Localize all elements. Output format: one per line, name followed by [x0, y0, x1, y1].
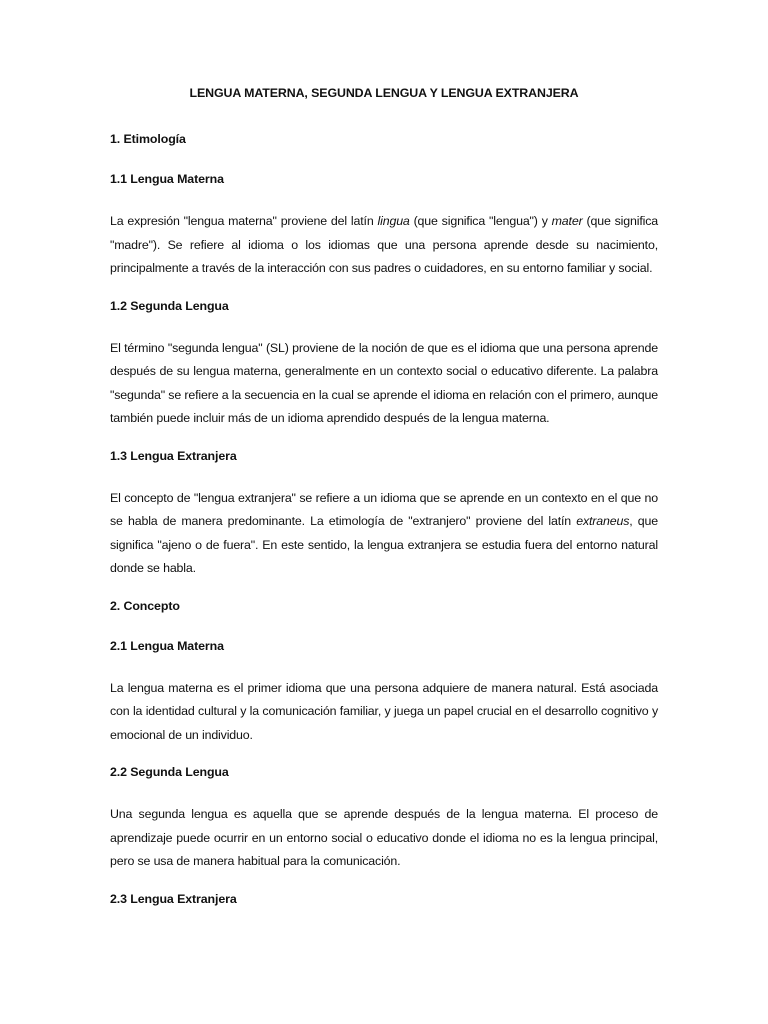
- subsection-heading-2-1: 2.1 Lengua Materna: [110, 638, 224, 653]
- section-heading-etimologia: 1. Etimología: [110, 132, 186, 146]
- paragraph-1-2: El término "segunda lengua" (SL) proviene de la noción de que es el idioma que una persona aprende después de su lengua materna, generalmente en un contexto social o educativo diferente. La palabra "segunda" se refiere a la secuencia en la cual se aprende el idioma en relación con el primero, aunque también puede incluir más de un idioma aprendido después de la lengua materna.: [110, 340, 658, 425]
- paragraph-1-3: [110, 487, 658, 581]
- section-heading-concepto: 2. Concepto: [110, 598, 180, 613]
- paragraph-2-2: Una segunda lengua es aquella que se aprende después de la lengua materna. El proceso de aprendizaje puede ocurrir en un entorno social o educativo donde el idioma no es la lengua principal, pero se usa de manera habitual para la comunicación.: [110, 807, 658, 868]
- paragraph-1-1: [110, 210, 658, 281]
- italic-term-lingua: lingua: [377, 214, 410, 228]
- subsection-heading-1-3: 1.3 Lengua Extranjera: [110, 448, 237, 463]
- text-run: La expresión "lengua materna" proviene del latín: [110, 214, 378, 228]
- paragraph-2-1: La lengua materna es el primer idioma que una persona adquiere de manera natural. Está asociada con la identidad cultural y la comunicación familiar, y juega un papel crucial en el desarrollo cognitivo y emocional de un individuo.: [110, 680, 658, 742]
- text-run: , que significa "ajeno o de fuera". En este sentido, la lengua extranjera se estudia fuera del entorno natural donde se habla.: [110, 514, 658, 575]
- document-title: LENGUA MATERNA, SEGUNDA LENGUA Y LENGUA EXTRANJERA: [189, 86, 579, 100]
- text-run: (que significa "lengua") y: [409, 214, 552, 228]
- italic-term-mater: mater: [551, 214, 583, 228]
- subsection-heading-2-3: 2.3 Lengua Extranjera: [110, 891, 237, 906]
- text-run: (que significa "madre"). Se refiere al idioma o los idiomas que una persona aprende desde su nacimiento, principalmente a través de la interacción con sus padres o cuidadores, en su entorno familiar y social.: [110, 214, 659, 275]
- text-run: El concepto de "lengua extranjera" se refiere a un idioma que se aprende en un contexto en el que no se habla de manera predominante. La etimología de "extranjero" proviene del latín: [110, 490, 658, 528]
- subsection-heading-1-1: 1.1 Lengua Materna: [110, 172, 224, 186]
- subsection-heading-1-2: 1.2 Segunda Lengua: [110, 298, 229, 313]
- subsection-heading-2-2: 2.2 Segunda Lengua: [110, 765, 229, 779]
- italic-term-extraneus: extraneus: [576, 514, 630, 528]
